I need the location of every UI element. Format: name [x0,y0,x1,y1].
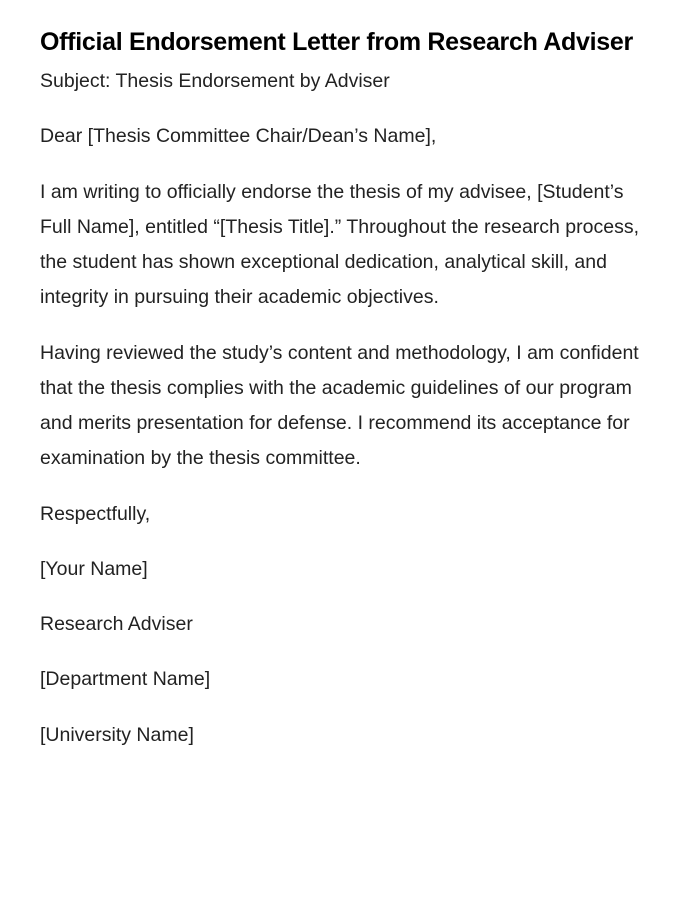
letter-closing: Respectfully, [40,502,151,525]
letter-paragraph-2: Having reviewed the study’s content and methodology, I am confident that the thesis complies with the academic guidelines of our program and merits presentation for defense. I recommend its acceptance for examination by the thesis committee. [40,341,639,470]
letter-salutation: Dear [Thesis Committee Chair/Dean’s Name], [40,125,437,148]
letter-paragraph-1: I am writing to officially endorse the thesis of my advisee, [Student’s Full Name], entitled “[Thesis Title].” Throughout the research process, the student has shown exceptional dedication, analytical skill, and integrity in pursuing their academic objectives. [40,180,639,309]
letter-title: Official Endorsement Letter from Research Adviser [40,28,633,56]
signature-title: Research Adviser [40,613,193,635]
signature-name: [Your Name] [40,557,148,580]
signature-department: [Department Name] [40,668,211,691]
signature-university: [University Name] [40,723,194,746]
letter-document [40,20,640,753]
letter-subject: Subject: Thesis Endorsement by Adviser [40,70,390,92]
